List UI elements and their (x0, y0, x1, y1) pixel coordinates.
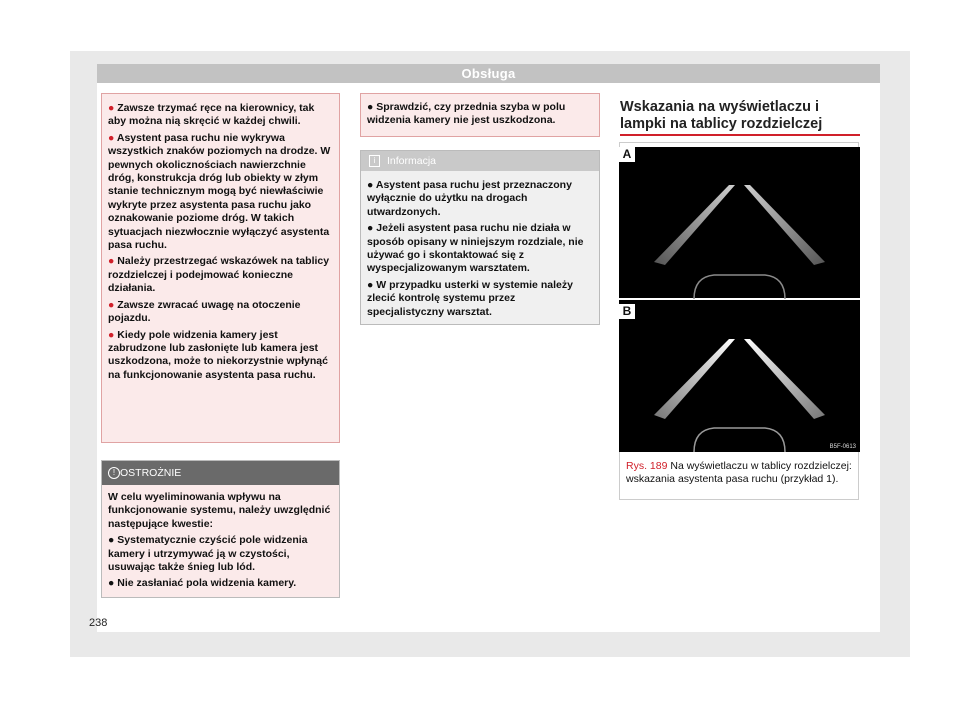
check-note-text: ● Sprawdzić, czy przednia szyba w polu widzenia kamery nie jest uszkodzona. (367, 101, 566, 127)
info-header (361, 151, 599, 171)
warning-item: ● Asystent pasa ruchu nie wykrywa wszystkich znaków poziomych na drodze. W pewnych okolicznościach nawierzchnie dróg, konstrukcja dróg lub obiekty w złym stanie technicznym mogą być niewłaściwie wykryte przez asystenta pasa ruchu jako oznakowanie poziome dróg. W takich sytuacjach niezwłocznie wyłączyć asystenta pasa ruchu. (108, 131, 331, 252)
lane-left-a (654, 185, 735, 265)
exclamation-icon: ! (108, 467, 120, 479)
caution-item: ● Nie zasłaniać pola widzenia kamery. (108, 577, 297, 590)
info-title: Informacja (387, 155, 437, 167)
figure-caption (626, 460, 854, 487)
caution-box (101, 460, 340, 598)
info-item: ● W przypadku usterki w systemie należy zlecić kontrolę systemu przez specjalistyczny warsztat. (367, 278, 573, 318)
section-title: Wskazania na wyświetlaczu i lampki na tablicy rozdzielczej (620, 99, 823, 132)
info-icon: i (369, 155, 380, 167)
lane-right-b (744, 339, 825, 419)
lane-assist-illustration (619, 147, 860, 452)
section-underline (620, 134, 860, 136)
caution-header (102, 461, 339, 485)
info-item: ● Asystent pasa ruchu jest przeznaczony wyłącznie do użytku na drogach utwardzonych. (367, 179, 572, 218)
caution-title: OSTROŻNIE (120, 467, 182, 479)
warning-item: ● Zawsze zwracać uwagę na otoczenie pojazdu. (108, 298, 301, 325)
warning-item: ● Zawsze trzymać ręce na kierownicy, tak aby można nią skręcić w każdej chwili. (108, 102, 315, 128)
info-box (360, 150, 600, 325)
check-note-box (360, 93, 600, 137)
lane-left-b (654, 339, 735, 419)
car-hood-b (694, 428, 785, 452)
dashboard-figure (619, 147, 860, 452)
lane-right-a (744, 185, 825, 265)
page-number: 238 (89, 617, 108, 629)
info-item: ● Jeżeli asystent pasa ruchu nie działa w sposób opisany w niniejszym rozdziale, nie używać go i skontaktować się z wyspecjalizowanym warsztatem. (367, 222, 584, 275)
warning-item: ● Należy przestrzegać wskazówek na tablicy rozdzielczej i podejmować konieczne działania. (108, 255, 330, 295)
caution-intro: W celu wyeliminowania wpływu na funkcjonowanie systemu, należy uwzględnić następujące kwestie: (108, 491, 331, 530)
figure-label-a: A (619, 147, 635, 162)
figure-ref: Rys. 189 (626, 460, 668, 472)
warning-item: ● Kiedy pole widzenia kamery jest zabrudzone lub zasłonięte lub kamera jest uszkodzona, może to niekorzystnie wpłynąć na funkcjonowanie asystenta pasa ruchu. (108, 328, 328, 381)
figure-label-b: B (619, 304, 635, 319)
figure-code: B5F-0613 (829, 444, 856, 450)
warning-box (101, 93, 340, 443)
figure-caption-text: Na wyświetlaczu w tablicy rozdzielczej: wskazania asystenta pasa ruchu (przykład 1). (626, 460, 852, 486)
page-header (97, 64, 880, 83)
page-header-title: Obsługa (461, 66, 516, 81)
car-hood-a (694, 275, 785, 299)
caution-item: ● Systematycznie czyścić pole widzenia kamery i utrzymywać ją w czystości, usuwając także śnieg lub lód. (108, 534, 308, 574)
